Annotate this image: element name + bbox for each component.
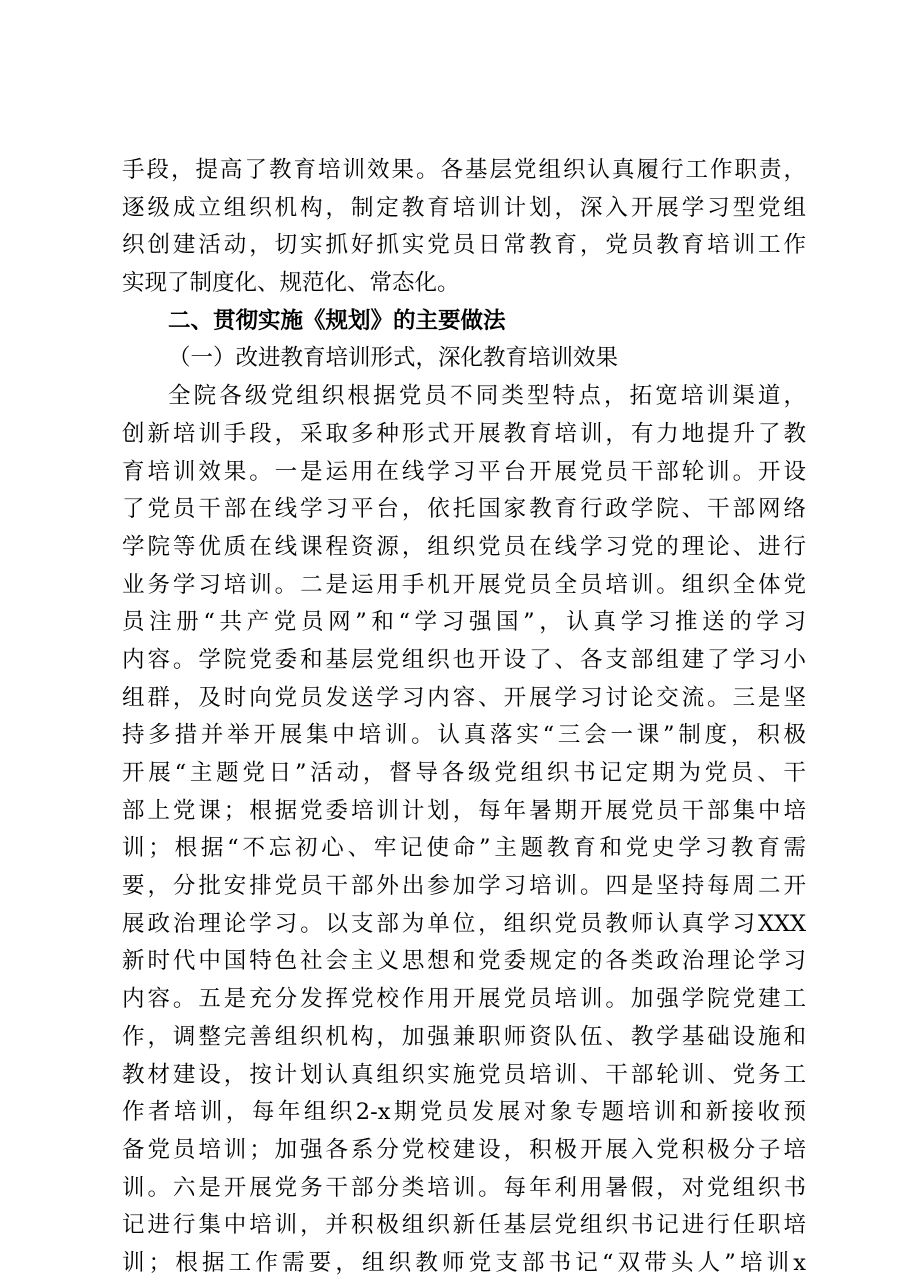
text-line: 业务学习培训。二是运用手机开展党员全员培训。组织全体党 <box>122 571 806 598</box>
text-line: 作者培训，每年组织2-x期党员发展对象专题培训和新接收预 <box>122 1099 806 1126</box>
text-line: 训；根据工作需要，组织教师党支部书记“双带头人”培训x <box>122 1249 806 1276</box>
subsection-heading: （一）改进教育培训形式，深化教育培训效果 <box>168 345 619 372</box>
text-line: 部上党课；根据党委培训计划，每年暑期开展党员干部集中培 <box>122 797 806 824</box>
text-line: 织创建活动，切实抓好抓实党员日常教育，党员教育培训工作 <box>122 232 806 259</box>
text-line: 新时代中国特色社会主义思想和党委规定的各类政治理论学习 <box>122 948 806 975</box>
text-line: 全院各级党组织根据党员不同类型特点，拓宽培训渠道， <box>168 383 806 410</box>
text-line: 备党员培训；加强各系分党校建设，积极开展入党积极分子培 <box>122 1136 806 1163</box>
text-line: 训；根据“不忘初心、牢记使命”主题教育和党史学习教育需 <box>122 835 806 862</box>
body-paragraph <box>122 378 806 1283</box>
text-line: 作，调整完善组织机构，加强兼职师资队伍、教学基础设施和 <box>122 1023 806 1050</box>
text-line: 学院等优质在线课程资源，组织党员在线学习党的理论、进行 <box>122 533 806 560</box>
intro-paragraph <box>122 152 806 303</box>
text-line: 员注册“共产党员网”和“学习强国”，认真学习推送的学习 <box>122 609 806 636</box>
text-line: 训。六是开展党务干部分类培训。每年利用暑假，对党组织书 <box>122 1174 806 1201</box>
text-line: 创新培训手段，采取多种形式开展教育培训，有力地提升了教 <box>122 420 806 447</box>
text-line: 了党员干部在线学习平台，依托国家教育行政学院、干部网络 <box>122 496 806 523</box>
text-line: 内容。五是充分发挥党校作用开展党员培训。加强学院党建工 <box>122 986 806 1013</box>
text-line: 持多措并举开展集中培训。认真落实“三会一课”制度，积极 <box>122 722 806 749</box>
text-line: 记进行集中培训，并积极组织新任基层党组织书记进行任职培 <box>122 1212 806 1239</box>
text-line: 内容。学院党委和基层党组织也开设了、各支部组建了学习小 <box>122 646 806 673</box>
text-line: 要，分批安排党员干部外出参加学习培训。四是坚持每周二开 <box>122 873 806 900</box>
text-line: 实现了制度化、规范化、常态化。 <box>122 270 460 297</box>
text-line: 组群，及时向党员发送学习内容、开展学习讨论交流。三是坚 <box>122 684 806 711</box>
text-line: 手段，提高了教育培训效果。各基层党组织认真履行工作职责， <box>122 157 806 183</box>
text-line: 逐级成立组织机构，制定教育培训计划，深入开展学习型党组 <box>122 194 806 221</box>
text-line: 展政治理论学习。以支部为单位，组织党员教师认真学习XXX <box>122 910 806 937</box>
text-line: 开展“主题党日”活动，督导各级党组织书记定期为党员、干 <box>122 760 806 786</box>
section-heading: 二、贯彻实施《规划》的主要做法 <box>168 307 506 334</box>
text-line: 教材建设，按计划认真组织实施党员培训、干部轮训、党务工 <box>122 1061 806 1088</box>
text-line: 育培训效果。一是运用在线学习平台开展党员干部轮训。开设 <box>122 458 806 485</box>
document-page <box>122 152 806 1283</box>
